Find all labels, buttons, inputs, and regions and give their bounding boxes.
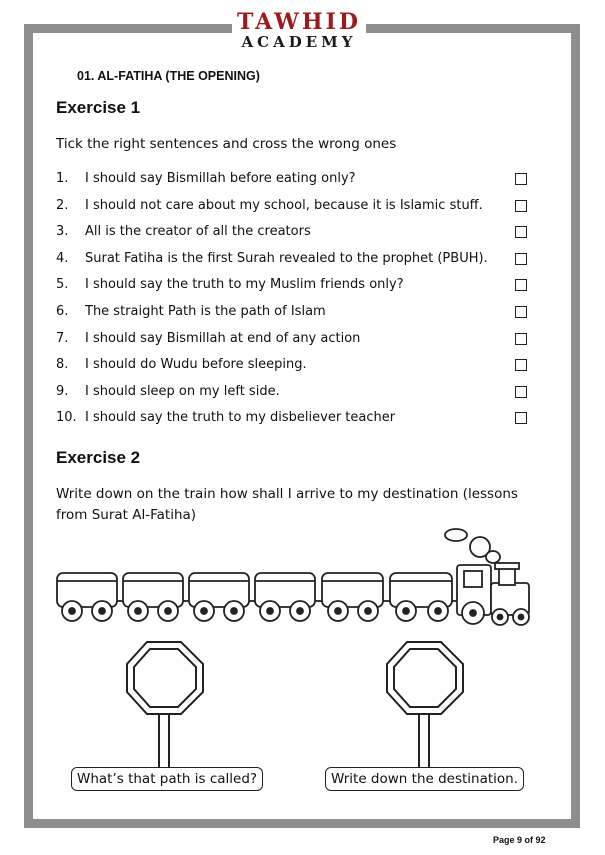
- question-number: 2.: [56, 197, 69, 213]
- question-number: 9.: [56, 383, 69, 399]
- lesson-title: 01. AL-FATIHA (THE OPENING): [77, 69, 260, 83]
- question-row: [56, 303, 536, 330]
- answer-checkbox[interactable]: [515, 333, 527, 345]
- answer-checkbox[interactable]: [515, 279, 527, 291]
- question-number: 8.: [56, 357, 69, 373]
- logo-line1: TAWHID: [236, 9, 361, 35]
- answer-checkbox[interactable]: [515, 200, 527, 212]
- exercise2-instruction-line2: from Surat Al-Fatiha): [56, 507, 197, 523]
- answer-checkbox[interactable]: [515, 253, 527, 265]
- question-number: 1.: [56, 171, 69, 186]
- question-row: [56, 383, 536, 410]
- answer-checkbox[interactable]: [515, 386, 527, 398]
- sign-right-illustration: [385, 640, 465, 770]
- question-row: [56, 409, 536, 436]
- question-text: I should do Wudu before sleeping.: [85, 357, 307, 373]
- question-row: [56, 330, 536, 357]
- question-number: 6.: [56, 303, 69, 319]
- question-number: 4.: [56, 250, 69, 266]
- question-number: 7.: [56, 330, 69, 346]
- answer-checkbox[interactable]: [515, 359, 527, 371]
- question-row: [56, 356, 536, 383]
- question-text: The straight Path is the path of Islam: [85, 303, 326, 319]
- answer-checkbox[interactable]: [515, 173, 527, 185]
- question-text: I should say the truth to my Muslim friends only?: [85, 277, 404, 293]
- question-row: [56, 170, 536, 197]
- question-text: I should not care about my school, because it is Islamic stuff.: [85, 197, 483, 213]
- question-number: 3.: [56, 224, 69, 240]
- exercise1-heading: Exercise 1: [56, 98, 141, 117]
- question-row: [56, 197, 536, 224]
- question-row: [56, 276, 536, 303]
- question-row: [56, 250, 536, 277]
- logo-line2: ACADEMY: [241, 33, 357, 51]
- sign-left-illustration: [125, 640, 205, 770]
- exercise1-question-list: [56, 170, 536, 436]
- sign-right-label: Write down the destination.: [325, 767, 524, 791]
- answer-checkbox[interactable]: [515, 226, 527, 238]
- question-text: I should say Bismillah before eating only?: [85, 171, 356, 186]
- page-number: Page 9 of 92: [493, 835, 546, 845]
- train-illustration: [52, 525, 532, 630]
- question-text: All is the creator of all the creators: [85, 224, 311, 240]
- question-text: I should say Bismillah at end of any action: [85, 330, 361, 346]
- exercise2-heading: Exercise 2: [56, 448, 141, 467]
- exercise2-instruction-line1: Write down on the train how shall I arrive to my destination (lessons: [56, 486, 518, 502]
- question-number: 10.: [56, 410, 77, 426]
- tawhid-academy-logo: [232, 8, 366, 54]
- question-text: I should sleep on my left side.: [85, 383, 280, 399]
- answer-checkbox[interactable]: [515, 412, 527, 424]
- answer-checkbox[interactable]: [515, 306, 527, 318]
- question-text: Surat Fatiha is the first Surah revealed to the prophet (PBUH).: [85, 250, 488, 266]
- sign-left-label: What’s that path is called?: [71, 767, 263, 791]
- question-row: [56, 223, 536, 250]
- exercise1-instruction: Tick the right sentences and cross the wrong ones: [56, 136, 397, 152]
- question-text: I should say the truth to my disbeliever teacher: [85, 410, 396, 426]
- question-number: 5.: [56, 277, 69, 293]
